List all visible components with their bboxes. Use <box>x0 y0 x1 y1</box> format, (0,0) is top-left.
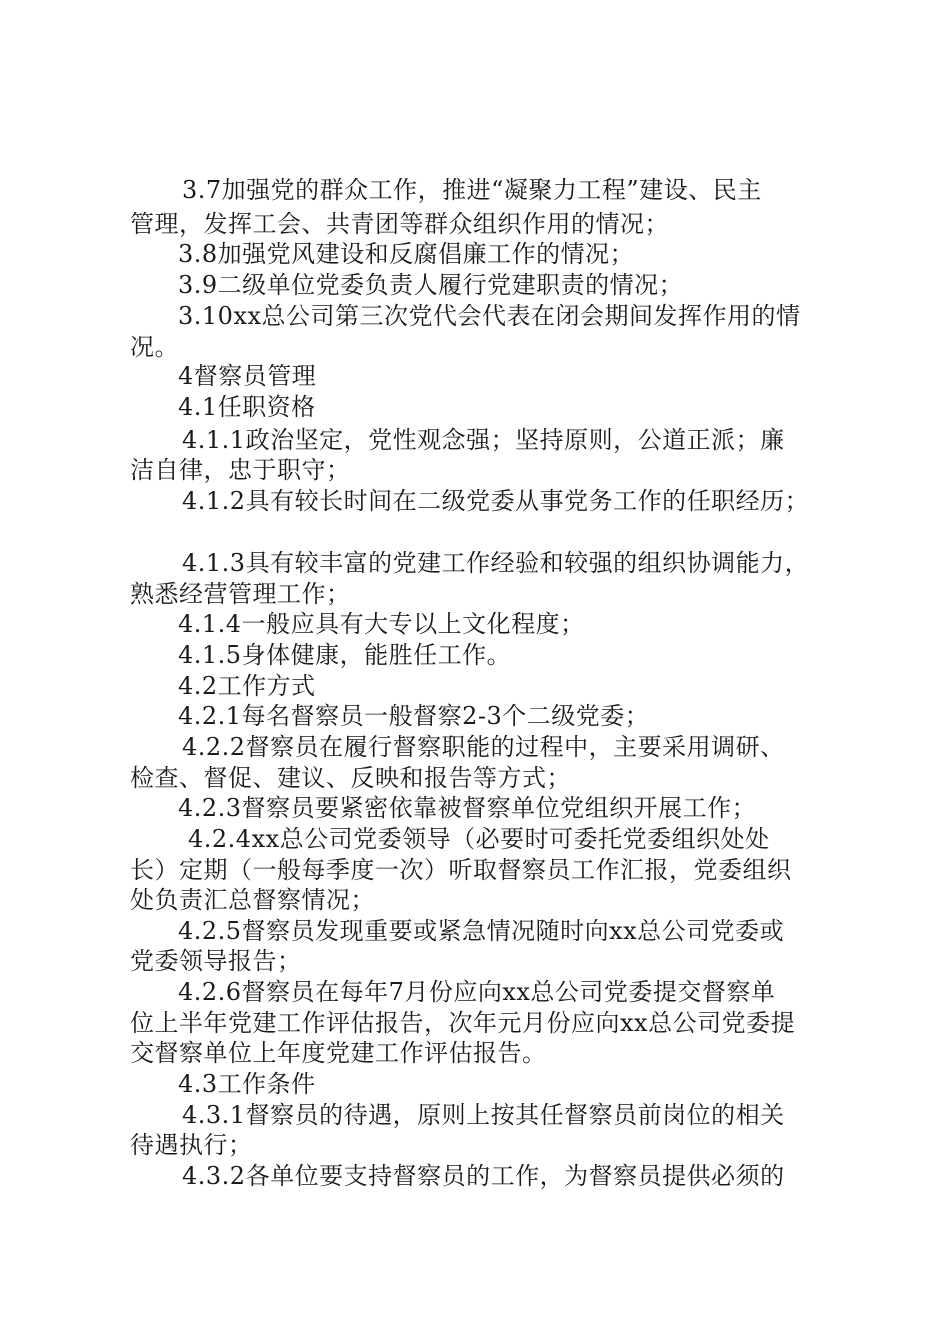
text-line: 4.2.2督察员在履行督察职能的过程中，主要采用调研、 <box>182 733 785 761</box>
text-line: 管理，发挥工会、共青团等群众组织作用的情况； <box>130 210 669 238</box>
text-line: 况。 <box>130 333 179 361</box>
text-line: 洁自律，忠于职守； <box>130 456 351 484</box>
text-line: 4.2.1每名督察员一般督察2-3个二级党委； <box>178 702 650 730</box>
subsection-heading: 4.3工作条件 <box>178 1070 316 1098</box>
text-line: 4.2.4xx总公司党委领导（必要时可委托党委组织处处 <box>188 825 770 853</box>
text-line: 党委领导报告； <box>130 947 302 975</box>
text-line: 4.1.1政治坚定，党性观念强；坚持原则，公道正派；廉 <box>182 426 785 454</box>
text-line: 3.10xx总公司第三次党代会代表在闭会期间发挥作用的情 <box>178 302 801 330</box>
text-line: 4.3.1督察员的待遇，原则上按其任督察员前岗位的相关 <box>182 1101 785 1129</box>
text-line: 3.7加强党的群众工作，推进“凝聚力工程”建设、民主 <box>182 176 762 204</box>
subsection-heading: 4.1任职资格 <box>178 393 316 421</box>
text-line: 4.2.6督察员在每年7月份应向xx总公司党委提交督察单 <box>178 978 776 1006</box>
text-line: 熟悉经营管理工作； <box>130 580 351 608</box>
text-line: 4.1.3具有较丰富的党建工作经验和较强的组织协调能力， <box>182 549 810 577</box>
text-line: 长）定期（一般每季度一次）听取督察员工作汇报，党委组织 <box>130 856 792 884</box>
text-line: 处负责汇总督察情况； <box>130 886 375 914</box>
text-line: 4.1.4一般应具有大专以上文化程度； <box>178 610 585 638</box>
text-line: 4.3.2各单位要支持督察员的工作，为督察员提供必须的 <box>182 1162 785 1190</box>
text-line: 检查、督促、建议、反映和报告等方式； <box>130 764 571 792</box>
text-line: 4.1.2具有较长时间在二级党委从事党务工作的任职经历； <box>182 487 810 515</box>
text-line: 交督察单位上年度党建工作评估报告。 <box>130 1039 547 1067</box>
section-heading: 4督察员管理 <box>178 362 317 390</box>
text-line: 4.1.5身体健康，能胜任工作。 <box>178 641 512 669</box>
text-line: 待遇执行； <box>130 1131 253 1159</box>
text-line: 位上半年党建工作评估报告，次年元月份应向xx总公司党委提 <box>130 1009 796 1037</box>
text-line: 3.9二级单位党委负责人履行党建职责的情况； <box>178 271 684 299</box>
text-line: 3.8加强党风建设和反腐倡廉工作的情况； <box>178 240 635 268</box>
subsection-heading: 4.2工作方式 <box>178 672 316 700</box>
text-line: 4.2.5督察员发现重要或紧急情况随时向xx总公司党委或 <box>178 917 785 945</box>
text-line: 4.2.3督察员要紧密依靠被督察单位党组织开展工作； <box>178 794 757 822</box>
